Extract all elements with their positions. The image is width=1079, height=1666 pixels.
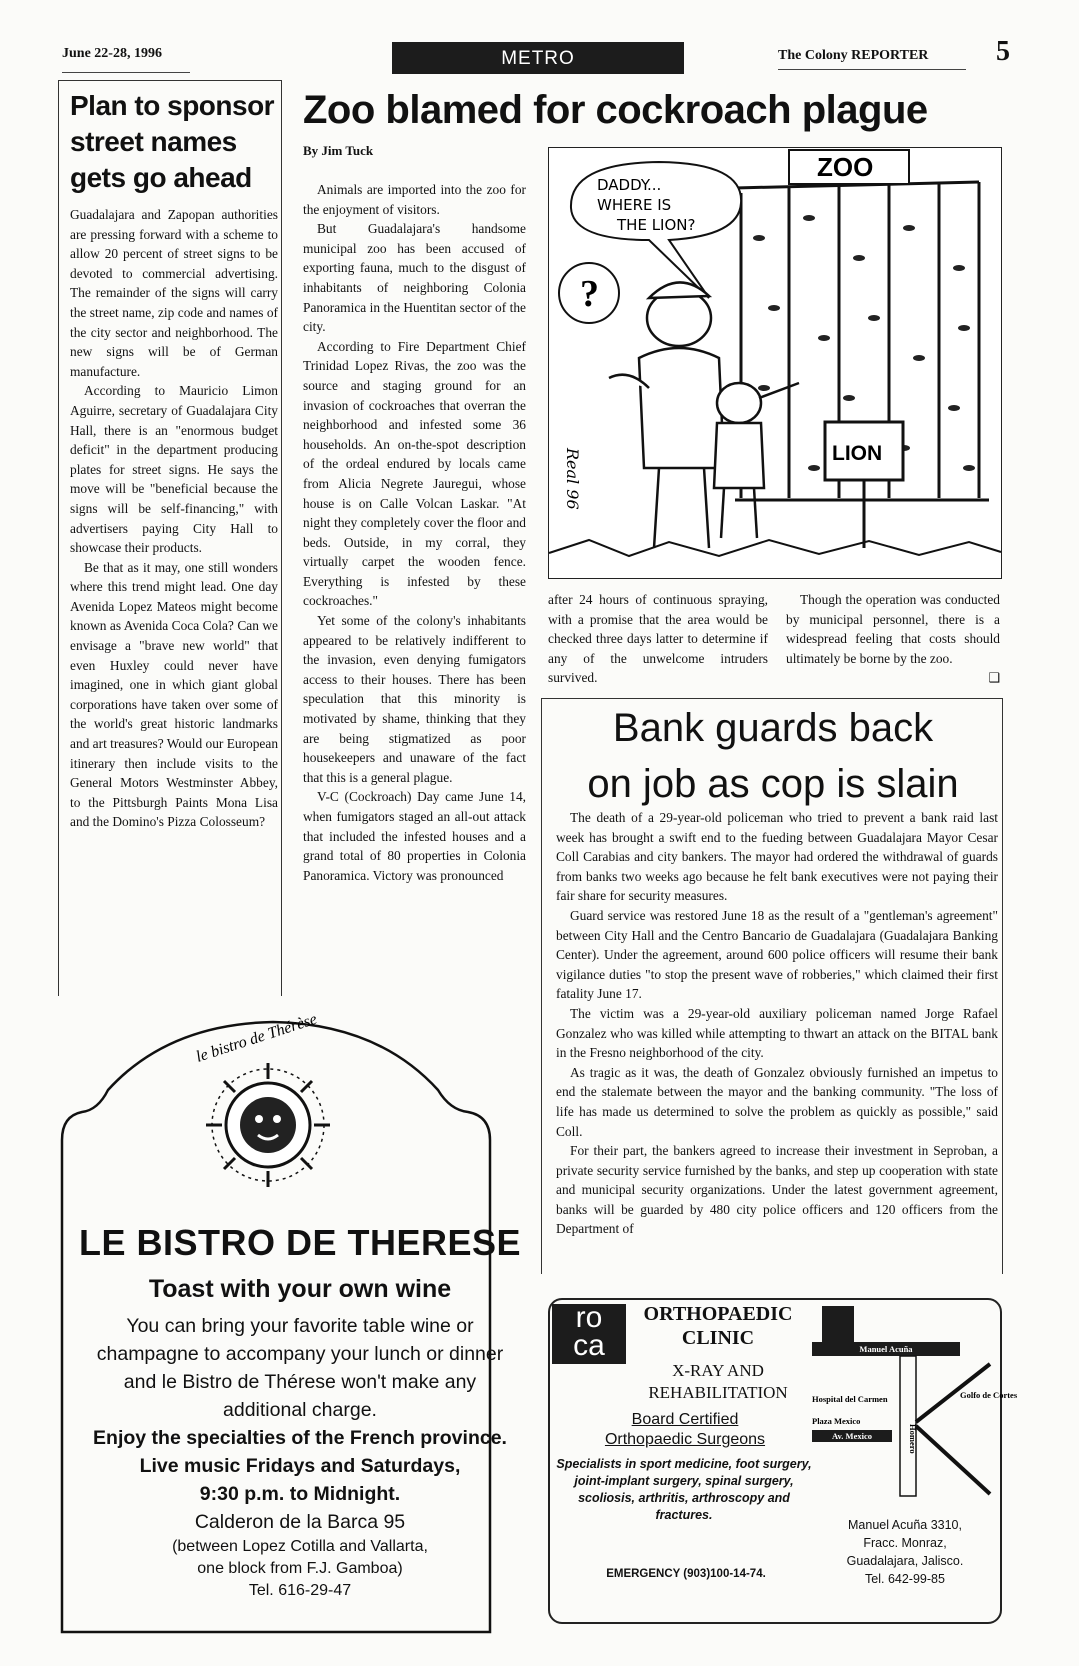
main-story-column-3 <box>786 590 1000 689</box>
map-street-top: Manuel Acuña <box>859 1344 913 1354</box>
main-paragraph: Animals are imported into the zoo for the enjoyment of visitors. <box>303 182 526 217</box>
clinic-address-line-3: Guadalajara, Jalisco. <box>846 1554 964 1568</box>
issue-date: June 22-28, 1996 <box>62 46 162 61</box>
cartoon-speech-line: WHERE IS <box>597 196 672 214</box>
main-paragraph: According to Fire Department Chief Trinidad Lopez Rivas, the zoo was the source and staging ground for an invasion of cockroaches that overran the neighborhood and infested some 36 households. An on-the-spot description of the ordeal endured by locals came from Alicia Negrete Jauregui, whose house is on Calle Volcan Laskar. "At night they completely cover the floor and beds. Outside, in my corral, they virtually carpet the wooden fence. Everything is infested by these cockroaches." <box>303 338 526 609</box>
section-banner: METRO <box>392 42 684 74</box>
bank-story-body <box>556 808 998 1239</box>
question-mark-icon: ? <box>580 273 599 315</box>
clinic-title-line-2: CLINIC <box>681 1327 755 1349</box>
header-rule-right <box>778 69 966 70</box>
bistro-description: You can bring your favorite table wine or champagne to accompany your lunch or dinner and le Bistro de Thérese won't make any additional charge. <box>96 1315 504 1421</box>
map-plaza: Plaza Mexico <box>812 1416 861 1426</box>
cartoon-speech-line: THE LION? <box>617 216 696 234</box>
bistro-logo-text: le bistro de Thérèse <box>193 1010 320 1066</box>
clinic-cert-line-1: Board Certified <box>631 1411 739 1428</box>
main-conclusion: Though the operation was conducted by municipal personnel, there is a widespread feeling that costs should ultimately be borne by the zoo. <box>786 592 1000 666</box>
clinic-logo <box>552 1301 626 1364</box>
clinic-address-line-2: Fracc. Monraz, <box>863 1536 947 1550</box>
bistro-phone: Tel. 616-29-47 <box>248 1582 352 1599</box>
bank-paragraph: As tragic as it was, the death of Gonzalez obviously furnished an impetus to end the stalemate between the mayor and the banking community. "The loss of life has made us determined to solve the problem as quickly as possible," said Coll. <box>556 1064 998 1139</box>
zoo-cartoon <box>548 147 1002 579</box>
sidebar-paragraph: Guadalajara and Zapopan authorities are pressing forward with a scheme to allow 20 percent of street signs to be devoted to commercial advertising. The remainder of the signs will carry the street name, zip code and names of the city sector and neighborhood. The new signs will be of German manufacture. <box>70 207 278 379</box>
cartoon-drawing <box>549 148 1001 578</box>
clinic-certification <box>560 1410 810 1450</box>
clinic-services <box>620 1360 816 1404</box>
bistro-address: Calderon de la Barca 95 <box>194 1511 406 1533</box>
clinic-logo-top: ro <box>575 1301 603 1334</box>
sidebar-headline: Plan to sponsor street names gets go ahead <box>70 90 275 193</box>
clinic-address <box>820 1516 990 1588</box>
clinic-service-line-1: X-RAY AND <box>672 1361 764 1380</box>
clinic-location-map <box>812 1304 1018 1510</box>
header-rule <box>62 72 190 73</box>
bank-headline-line-2: on job as cop is slain <box>587 762 959 806</box>
main-headline: Zoo blamed for cockroach plague <box>303 88 928 132</box>
clinic-phone: Tel. 642-99-85 <box>865 1572 945 1586</box>
clinic-specialties: Specialists in sport medicine, foot surgery, joint-implant surgery, spinal surgery, scoliosis, arthritis, arthroscopy and fractures. <box>556 1457 812 1522</box>
map-golfo: Golfo de Cortes <box>960 1390 1018 1400</box>
map-av-mexico: Av. Mexico <box>832 1431 872 1441</box>
clinic-title-line-1: ORTHOPAEDIC <box>643 1303 793 1325</box>
cartoon-zoo-sign: ZOO <box>817 152 874 182</box>
sidebar-paragraph: According to Mauricio Limon Aguirre, secretary of Guadalajara City Hall, there is an "enormous budget deficit" in the department producing plates for street signs. He says the move will be "beneficial because the signs will be self-financing," with advertisers paying City Hall to showcase their products. <box>70 383 278 556</box>
end-mark-icon: ❑ <box>988 671 1000 687</box>
clinic-logo-bottom: ca <box>573 1329 605 1362</box>
bistro-music: Live music Fridays and Saturdays, <box>139 1455 461 1477</box>
cartoon-signature: Real 96 <box>563 448 582 510</box>
bistro-details <box>84 1312 516 1602</box>
sidebar-body <box>70 205 278 832</box>
clinic-emergency-phone: EMERGENCY (903)100-14-74. <box>606 1568 766 1580</box>
bank-headline <box>548 700 998 812</box>
byline: By Jim Tuck <box>303 143 374 158</box>
main-story-column-2 <box>548 590 768 688</box>
bank-paragraph: The victim was a 29-year-old auxiliary policeman named Jorge Rafael Gonzalez who was killed while attempting to thwart an attack on the BITAL bank in the Fresno neighborhood of the city. <box>556 1005 998 1061</box>
bank-paragraph: For their part, the bankers agreed to increase their investment in Seproban, a private security service furnished by the banks, and step up cooperation with state and municipal security organizations. Under the latest government agreement, banks will be guarded by 480 city police officers and 120 officers from the Department of <box>556 1143 998 1237</box>
bistro-hours: 9:30 p.m. to Midnight. <box>199 1483 401 1505</box>
bistro-tagline: Toast with your own wine <box>148 1275 452 1303</box>
clinic-address-line-1: Manuel Acuña 3310, <box>848 1518 962 1532</box>
bank-paragraph: Guard service was restored June 18 as the result of a "gentleman's agreement" between City Hall and the Centro Bancario de Guadalajara (Guadalajara Banking Center). Under the agreement, around 600 police officers will resume their bank vigilance duties "to stop the present wave of robberies," which claimed their first fatality June 17. <box>556 907 998 1002</box>
map-logo-icon <box>822 1306 854 1346</box>
bank-paragraph: The death of a 29-year-old policeman who tried to prevent a bank raid last week has brought a swift end to the fueding between Guadalajara Mayor Cesar Coll Carabias and city bankers. The mayor had ordered the withdrawal of guards from banks two weeks ago because he felt bank executives were not paying their fair share for security measures. <box>556 810 998 904</box>
sidebar-paragraph: Be that as it may, one still wonders where this trend might lead. One day Avenida Lopez Mateos might become known as Avenida Coca Cola? Can we envisage a "brave new world" that even Huxley could never have imagined, one in which giant global corporations have taken over some of the world's great historic landmarks and art treasures? Would our European itinerary then include visits to the General Motors Westminster Abbey, to the Pittsburgh Paints Mona Lisa and the Domino's Pizza Colosseum? <box>70 559 279 830</box>
bistro-block: one block from F.J. Gamboa) <box>197 1560 403 1577</box>
cartoon-speech-line: DADDY... <box>597 176 662 194</box>
newspaper-name: The Colony REPORTER <box>778 48 929 63</box>
bistro-specialties: Enjoy the specialties of the French province. <box>93 1427 507 1449</box>
main-paragraph: But Guadalajara's handsome municipal zoo has been accused of exporting fauna, much to the disgust of inhabitants of neighboring Colonia Panoramica in the Huentitan sector of the city. <box>303 221 526 335</box>
clinic-service-line-2: REHABILITATION <box>648 1383 788 1402</box>
cartoon-lion-sign: LION <box>832 442 883 465</box>
bank-headline-line-1: Bank guards back <box>612 706 934 750</box>
map-hospital: Hospital del Carmen <box>812 1394 888 1404</box>
clinic-title <box>630 1302 806 1350</box>
main-paragraph: V-C (Cockroach) Day came June 14, when fumigators staged an all-out attack that included the infested houses and a grand total of 80 properties in Colonia Panoramica. Victory was pronounced <box>303 789 526 883</box>
clinic-cert-line-2: Orthopaedic Surgeons <box>604 1431 766 1448</box>
main-continuation: after 24 hours of continuous spraying, with a promise that the area would be checked three days latter to determine if any of the unwelcome intruders survived. <box>548 592 768 686</box>
bistro-name: LE BISTRO DE THERESE <box>78 1222 522 1263</box>
bistro-between: (between Lopez Cotilla and Vallarta, <box>172 1538 428 1555</box>
main-paragraph: Yet some of the colony's inhabitants appeared to be relatively indifferent to the invasion, even denying fumigators access to their houses. There has been speculation that this minority is motivated by shame, thinking that they are being stigmatized as poor housekeepers and unaware of the fact that this is a general plague. <box>303 613 526 785</box>
page-number: 5 <box>996 36 1010 67</box>
map-street-side: Homero <box>908 1424 918 1454</box>
main-story-column-1 <box>303 180 526 885</box>
